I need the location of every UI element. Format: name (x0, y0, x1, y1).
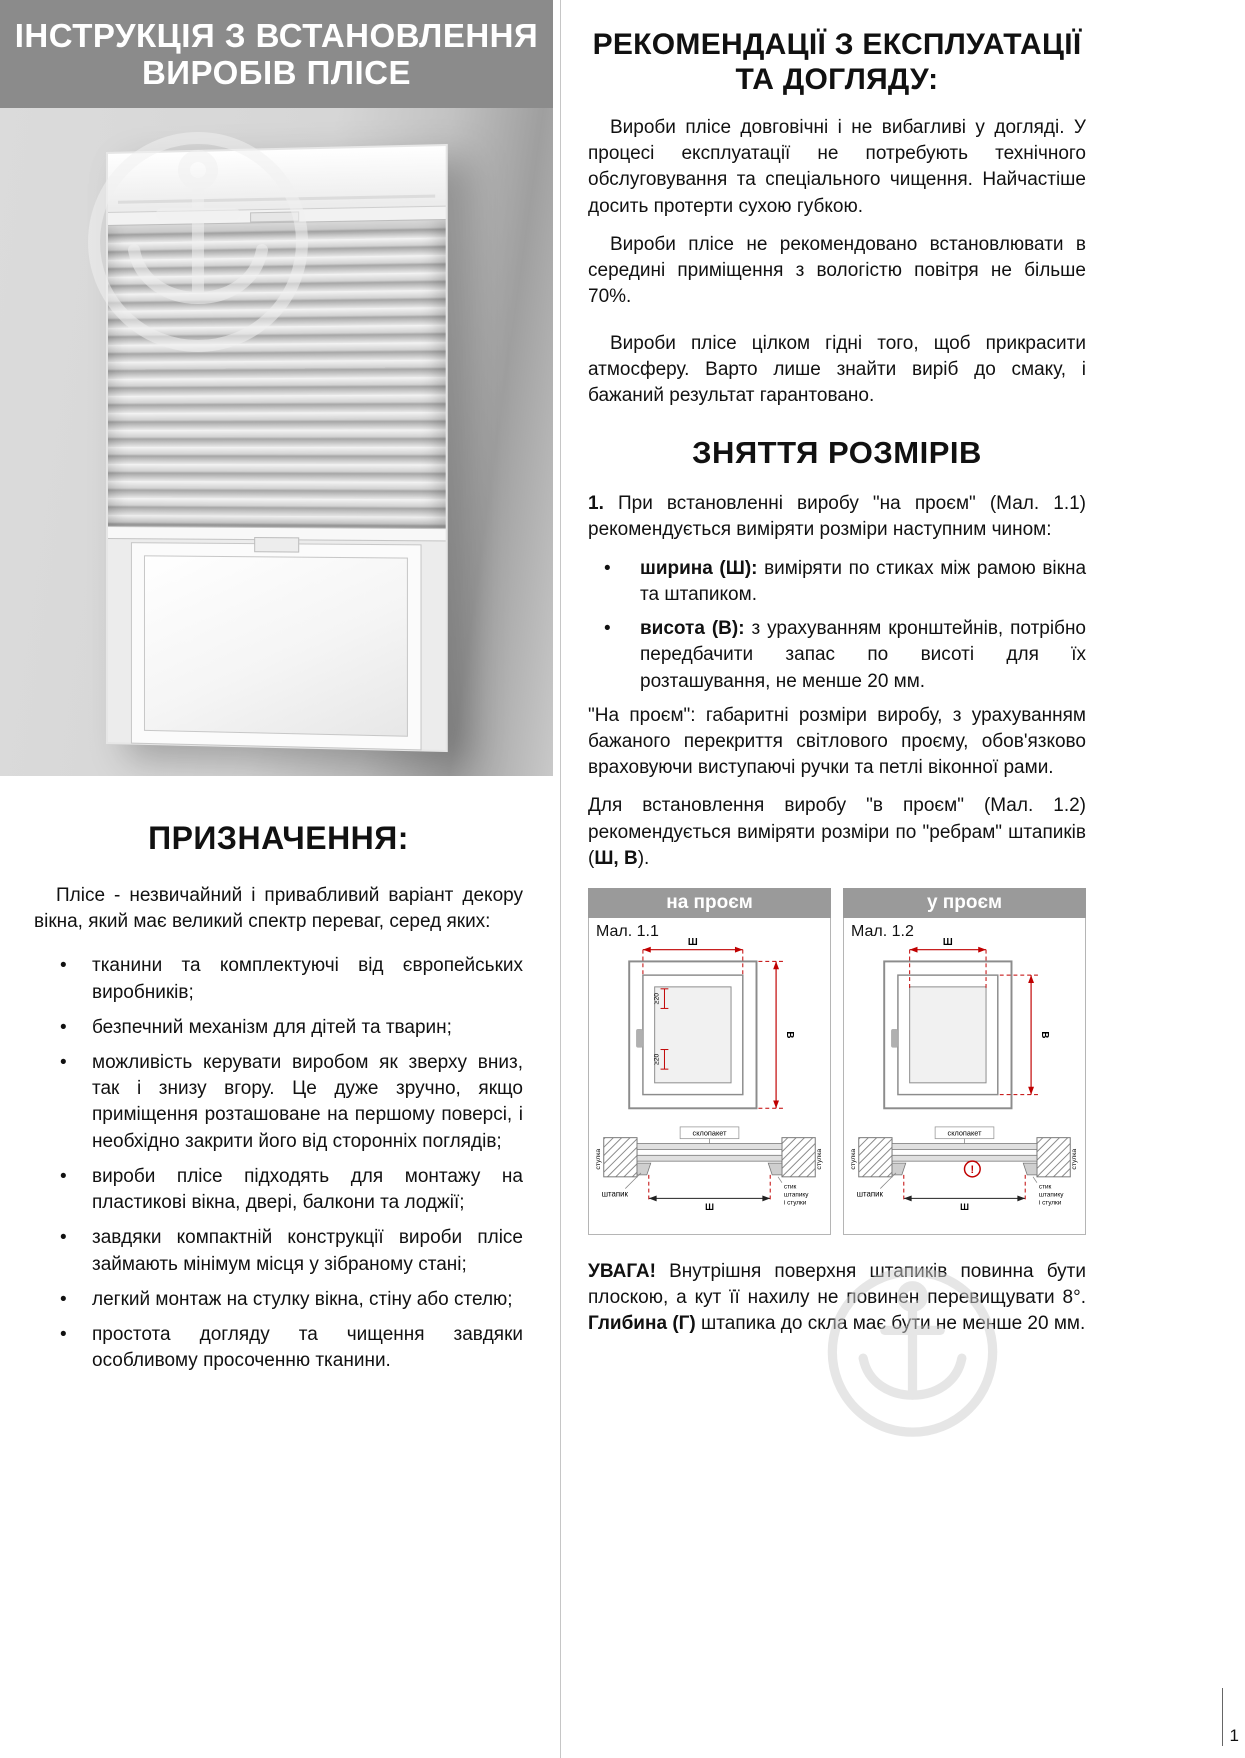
joint-line-2: штапику (783, 1191, 809, 1199)
height-dimension (758, 961, 784, 1108)
na-proem-paragraph: "На проєм": габаритні розміри виробу, з урахуванням бажаного перекриття світлового проєму, обов'язково враховуючи виступаючі ручки та петлі віконної рами. (588, 704, 1086, 779)
glass-unit-label: склопакет (947, 1128, 982, 1138)
joint-line-1: стик (783, 1183, 797, 1191)
window-drawing (629, 961, 756, 1108)
pleated-blind (108, 220, 446, 528)
blind-top-handle (250, 211, 299, 222)
list-item: • вироби плісе підходять для монтажу на пластикові вікна, двері, балкони та лоджії; (34, 1164, 523, 1216)
section-width-dimension (649, 1175, 770, 1202)
panel-body (843, 918, 1086, 1235)
definition: виміряти по стиках між рамою вікна та штапиком. (640, 557, 1087, 605)
v-proem-text: Для встановлення виробу "в проєм" (Мал. 1.2) рекомендується виміряти розміри по "ребрам" штапиків ( (588, 795, 1086, 869)
purpose-intro: Плісе - незвичайний і привабливий варіант декору вікна, який має великий спектр переваг, серед яких: (34, 884, 523, 933)
v-proem-dims: Ш, В (594, 847, 638, 869)
joint-line-3: і стулки (1038, 1199, 1062, 1207)
purpose-list (34, 953, 523, 1374)
attention-text-1: Внутрішня поверхня штапиків повинна бути плоскою, а кут її нахилу не повинен перевищувати 8°. (588, 1260, 1086, 1308)
care-paragraph: Вироби плісе не рекомендовано встановлювати в середині приміщення з вологістю повітря не більше 70%. (588, 233, 1086, 308)
attention-bold-2: Глибина (Г) (588, 1313, 696, 1335)
left-column (0, 0, 553, 1383)
attention-text-2: штапика до скла має бути не менше 20 мм. (701, 1313, 1086, 1335)
sash-left-label: стулка (849, 1148, 857, 1170)
joint-label (1033, 1177, 1064, 1206)
term: висота (В): (640, 618, 745, 640)
measure-step-paragraph (588, 491, 1086, 543)
window-drawing (884, 961, 1011, 1108)
measure-title: ЗНЯТТЯ РОЗМІРІВ (692, 435, 982, 471)
page-number (1222, 1688, 1239, 1746)
purpose-section (0, 776, 553, 1375)
measure-list (588, 556, 1086, 695)
list-item (588, 616, 1086, 695)
blind-bottom-handle (254, 537, 299, 553)
window-top-frame (108, 146, 446, 213)
figure-label: Мал. 1.1 (596, 923, 659, 941)
attention-label: УВАГА! (588, 1260, 656, 1282)
list-item: • можливість керувати виробом як зверху вниз, так і знизу вгору. Це дуже зручно, якщо приміщення розташоване на першому поверсі, і необхідно закрити його від сторонніх поглядів; (34, 1050, 523, 1155)
term: ширина (Ш): (640, 557, 758, 579)
list-item: • легкий монтаж на стулку вікна, стіну або стелю; (34, 1287, 523, 1313)
section-width-label: Ш (705, 1202, 714, 1213)
instruction-banner (0, 0, 553, 108)
page-number-value: 1 (1229, 1726, 1239, 1745)
list-item: • завдяки компактній конструкції вироби плісе займають мінімум місця у зібраному стані; (34, 1225, 523, 1277)
window-sash (108, 539, 446, 750)
window-render (106, 144, 448, 752)
height-dim-label: В (1038, 1031, 1050, 1039)
window-glass (132, 543, 421, 749)
panel-body (588, 918, 831, 1235)
diagram-panel-u-proem (843, 888, 1086, 1235)
joint-line-3: і стулки (783, 1199, 807, 1207)
sash-left-label: стулка (594, 1148, 602, 1170)
blind-bottom-rail (108, 526, 446, 541)
height-dim-label: В (783, 1031, 795, 1039)
warning-exclamation: ! (970, 1163, 975, 1176)
joint-line-2: штапику (1038, 1191, 1064, 1199)
v-proem-paragraph (588, 793, 1086, 872)
care-paragraph: Вироби плісе довговічні і не вибагливі у догляді. У процесі експлуатації не потребують технічного обслуговування та спеціального чищення. Найчастіше досить протерти сухою губкою. (588, 117, 1086, 217)
min-gap-bottom-label: ≥20 (653, 1053, 661, 1066)
list-item: • простота догляду та чищення завдяки особливому просоченню тканини. (34, 1322, 523, 1374)
diagram-row (588, 888, 1086, 1235)
list-item: • безпечний механізм для дітей та тварин; (34, 1015, 523, 1041)
sash-right-label: стулка (816, 1148, 824, 1170)
diagram-panel-na-proem (588, 888, 831, 1235)
figure-label: Мал. 1.2 (851, 923, 914, 941)
attention-paragraph (588, 1259, 1086, 1338)
right-column (588, 0, 1086, 1349)
column-divider (560, 0, 561, 1758)
sash-right-label: стулка (1071, 1148, 1079, 1170)
banner-line-2: ВИРОБІВ ПЛІСЕ (141, 53, 412, 91)
panel-header: у проєм (843, 888, 1086, 918)
panel-header: на проєм (588, 888, 831, 918)
bead-label: штапик (601, 1189, 628, 1199)
page-number-rule (1222, 1688, 1223, 1746)
list-item: • тканини та комплектуючі від європейських виробників; (34, 953, 523, 1005)
purpose-title: ПРИЗНАЧЕННЯ: (148, 819, 409, 856)
measurement-diagram-1-2 (847, 934, 1082, 1228)
v-proem-end: ). (637, 847, 650, 869)
measurement-diagram-1-1 (592, 934, 827, 1228)
width-dim-label: Ш (687, 936, 698, 948)
step-text: При встановленні виробу "на проєм" (Мал. 1.1) рекомендується виміряти розміри наступним чином: (588, 493, 1086, 541)
section-width-label: Ш (960, 1202, 969, 1213)
care-paragraph: Вироби плісе цілком гідні того, щоб прикрасити атмосферу. Варто лише знайти виріб до смаку, і бажаний результат гарантовано. (588, 332, 1086, 406)
care-title (588, 28, 1086, 97)
joint-line-1: стик (1038, 1183, 1052, 1191)
width-dim-label: Ш (942, 936, 953, 948)
definition: з урахуванням кронштейнів, потрібно передбачити запас по висоті для їх розташування, не менше 20 мм. (640, 618, 1086, 692)
banner-line-1: ІНСТРУКЦІЯ З ВСТАНОВЛЕННЯ (14, 17, 539, 54)
bead-label: штапик (856, 1189, 883, 1199)
product-photo (0, 108, 553, 776)
section-width-dimension (904, 1175, 1025, 1202)
care-title-line-1: РЕКОМЕНДАЦІЇ З ЕКСПЛУАТАЦІЇ (592, 28, 1082, 61)
min-gap-top-label: ≥20 (653, 992, 661, 1005)
care-title-line-2: ТА ДОГЛЯДУ: (735, 62, 939, 96)
list-item (588, 556, 1086, 608)
step-number: 1. (588, 493, 604, 515)
glass-unit-label: склопакет (692, 1128, 727, 1138)
joint-label (778, 1177, 809, 1206)
